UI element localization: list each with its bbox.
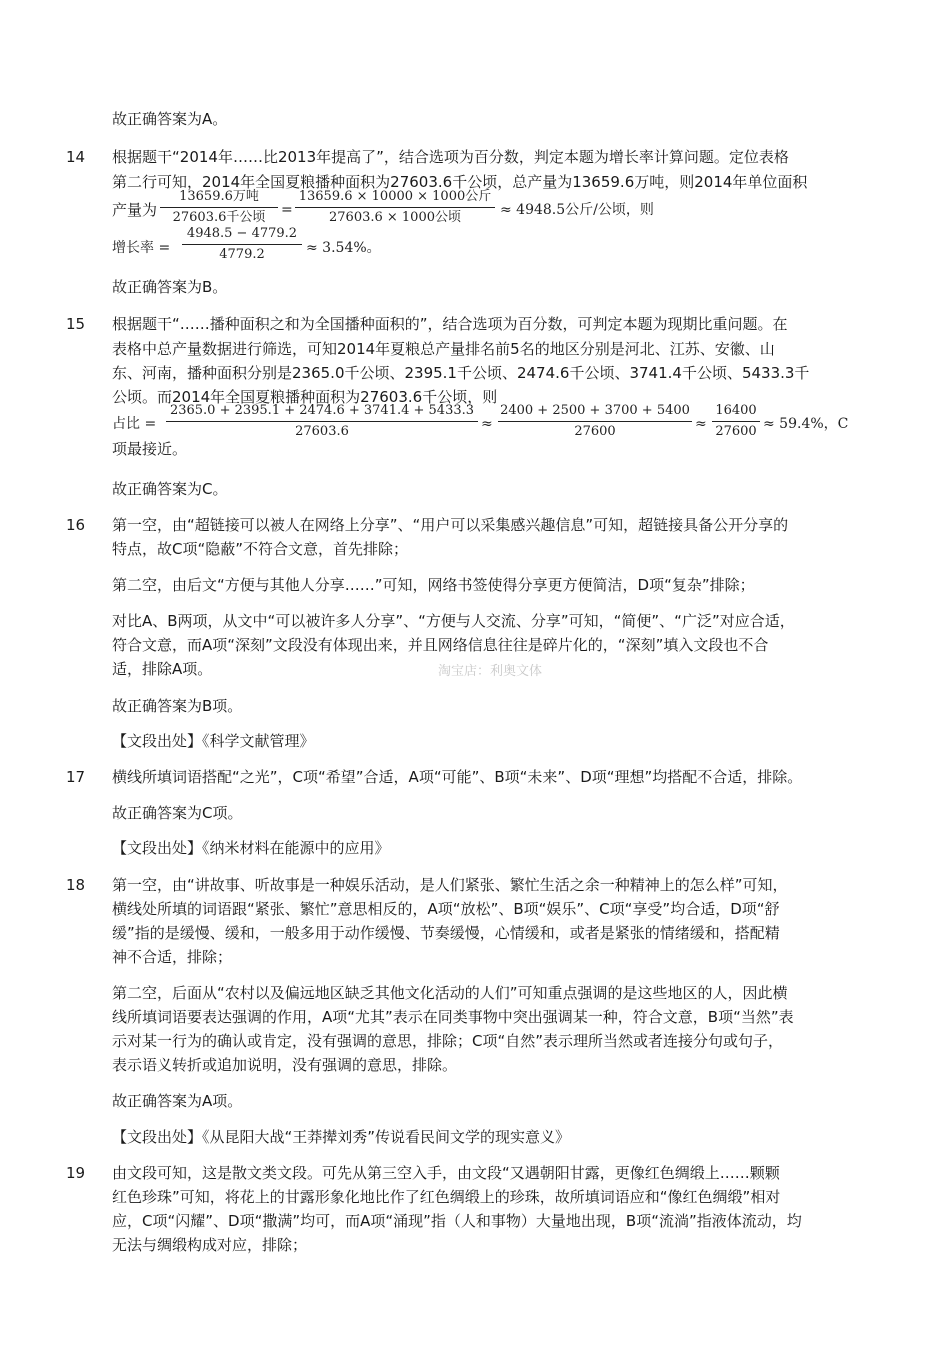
fraction-denominator: 27600 — [574, 424, 616, 439]
answer-line: 故正确答案为B。 — [112, 278, 228, 296]
fraction-denominator: 27603.6千公顷 — [172, 210, 266, 225]
fraction-denominator: 4779.2 — [219, 247, 265, 262]
q19-line-2: 红色珍珠”可知，将花上的甘露形象化地比作了红色绸缎上的珍珠，故所填词语应和“像红色绸缎”相对 — [112, 1188, 781, 1206]
q15-fraction-2 — [498, 403, 692, 440]
q18-p2-line-1: 第二空，后面从“农村以及偏远地区缺乏其他文化活动的人们”可知重点强调的是这些地区的人，因此横 — [112, 984, 788, 1002]
q18-p1-line-3: 缓”指的是缓慢、缓和，一般多用于动作缓慢、节奏缓慢，心情缓和，或者是紧张的情绪缓和，搭配精 — [112, 924, 780, 942]
q15-approx-c: ≈ 59.4%，C — [763, 416, 849, 432]
q15-approx-a: ≈ — [481, 416, 493, 432]
question-number: 18 — [66, 876, 86, 894]
answer-line: 故正确答案为A项。 — [112, 1092, 243, 1110]
q14-approx-1: ≈ 4948.5公斤/公顷，则 — [500, 202, 654, 218]
question-number: 17 — [66, 768, 86, 786]
fraction-numerator: 2365.0 + 2395.1 + 2474.6 + 3741.4 + 5433.3 — [169, 403, 475, 418]
q17-line-1: 横线所填词语搭配“之光”，C项“希望”合适，A项“可能”、B项“未来”、D项“理想”均搭配不合适，排除。 — [112, 768, 803, 786]
q14-fraction-3 — [182, 226, 302, 263]
q14-fraction-2 — [295, 189, 495, 226]
source-citation: 【文段出处】《纳米材料在能源中的应用》 — [112, 839, 390, 857]
q19-line-3: 应，C项“闪耀”、D项“撒满”均可，而A项“涌现”指（人和事物）大量地出现，B项“流淌”指液体流动，均 — [112, 1212, 802, 1230]
fraction-bar — [182, 244, 302, 245]
source-citation: 【文段出处】《科学文献管理》 — [112, 732, 315, 750]
q15-line-1: 根据题干“……播种面积之和为全国播种面积的”，结合选项为百分数，可判定本题为现期比重问题。在 — [112, 315, 788, 333]
question-number: 19 — [66, 1164, 86, 1182]
q14-equals: = — [281, 202, 293, 218]
q16-p3-line-2: 符合文意，而A项“深刻”文段没有体现出来，并且网络信息往往是碎片化的，“深刻”填入文段也不合 — [112, 636, 769, 654]
source-citation: 【文段出处】《从昆阳大战“王莽撵刘秀”传说看民间文学的现实意义》 — [112, 1128, 571, 1146]
fraction-numerator: 16400 — [715, 403, 757, 418]
answer-line: 故正确答案为A。 — [112, 110, 228, 128]
q14-fraction-1 — [160, 189, 278, 226]
q18-p1-line-2: 横线处所填的词语跟“紧张、繁忙”意思相反的，A项“放松”、B项“娱乐”、C项“享受”均合适，D项“舒 — [112, 900, 780, 918]
fraction-denominator: 27603.6 — [295, 424, 349, 439]
fraction-numerator: 4948.5 − 4779.2 — [186, 226, 298, 241]
question-number: 16 — [66, 516, 86, 534]
fraction-numerator: 13659.6万吨 — [179, 189, 259, 204]
fraction-bar — [160, 207, 278, 208]
q14-growth-label: 增长率 = — [112, 240, 171, 256]
q15-line-3: 东、河南，播种面积分别是2365.0千公顷、2395.1千公顷、2474.6千公顷、3741.4千公顷、5433.3千 — [112, 364, 810, 382]
q14-approx-2: ≈ 3.54%。 — [306, 240, 381, 256]
q15-line-2: 表格中总产量数据进行筛选，可知2014年夏粮总产量排名前5名的地区分别是河北、江苏、安徽、山 — [112, 340, 775, 358]
q16-p3-line-1: 对比A、B两项，从文中“可以被许多人分享”、“方便与人交流、分享”可知，“简便”、“广泛”对应合适， — [112, 612, 795, 630]
q16-p1-line-2: 特点，故C项“隐蔽”不符合文意，首先排除； — [112, 540, 409, 558]
q16-p2-line-1: 第二空，由后文“方便与其他人分享……”可知，网络书签使得分享更方便简洁，D项“复杂”排除； — [112, 576, 755, 594]
fraction-numerator: 13659.6 × 10000 × 1000公斤 — [298, 189, 492, 204]
q18-p2-line-2: 线所填词语要表达强调的作用，A项“尤其”表示在同类事物中突出强调某一种，符合文意，B项“当然”表 — [112, 1008, 794, 1026]
q15-fraction-1 — [166, 403, 478, 440]
q18-p1-line-4: 神不合适，排除； — [112, 948, 233, 966]
q16-p3-line-3: 适，排除A项。 — [112, 660, 213, 678]
q14-line-2: 第二行可知，2014年全国夏粮播种面积为27603.6千公顷，总产量为13659.6万吨，则2014年单位面积 — [112, 173, 808, 191]
q18-p2-line-4: 表示语义转折或追加说明，没有强调的意思，排除。 — [112, 1056, 458, 1074]
question-number: 14 — [66, 148, 86, 166]
fraction-bar — [712, 421, 760, 422]
q14-line-3-prefix: 产量为 — [112, 201, 158, 219]
watermark-text: 淘宝店：利奥文体 — [438, 664, 543, 679]
q18-p2-line-3: 示对某一行为的确认或肯定，没有强调的意思，排除；C项“自然”表示理所当然或者连接分句或句子， — [112, 1032, 784, 1050]
answer-line: 故正确答案为C。 — [112, 480, 228, 498]
answer-line: 故正确答案为C项。 — [112, 804, 243, 822]
fraction-denominator: 27603.6 × 1000公顷 — [329, 210, 461, 225]
q15-fraction-3 — [712, 403, 760, 440]
fraction-bar — [166, 421, 478, 422]
fraction-bar — [498, 421, 692, 422]
q15-line-6: 项最接近。 — [112, 440, 188, 458]
q15-line-4: 公顷。而2014年全国夏粮播种面积为27603.6千公顷，则 — [112, 388, 498, 406]
q15-ratio-label: 占比 = — [112, 416, 157, 432]
fraction-bar — [295, 207, 495, 208]
question-number: 15 — [66, 315, 86, 333]
q14-line-1: 根据题干“2014年……比2013年提高了”，结合选项为百分数，判定本题为增长率计算问题。定位表格 — [112, 148, 789, 166]
fraction-numerator: 2400 + 2500 + 3700 + 5400 — [500, 403, 690, 418]
answer-line: 故正确答案为B项。 — [112, 697, 243, 715]
q18-p1-line-1: 第一空，由“讲故事、听故事是一种娱乐活动，是人们紧张、繁忙生活之余一种精神上的怎么样”可知， — [112, 876, 788, 894]
q15-approx-b: ≈ — [695, 416, 707, 432]
q16-p1-line-1: 第一空，由“超链接可以被人在网络上分享”、“用户可以采集感兴趣信息”可知，超链接具备公开分享的 — [112, 516, 789, 534]
fraction-denominator: 27600 — [715, 424, 757, 439]
q19-line-1: 由文段可知，这是散文类文段。可先从第三空入手，由文段“又遇朝阳甘露，更像红色绸缎上……颗颗 — [112, 1164, 780, 1182]
q19-line-4: 无法与绸缎构成对应，排除； — [112, 1236, 308, 1254]
